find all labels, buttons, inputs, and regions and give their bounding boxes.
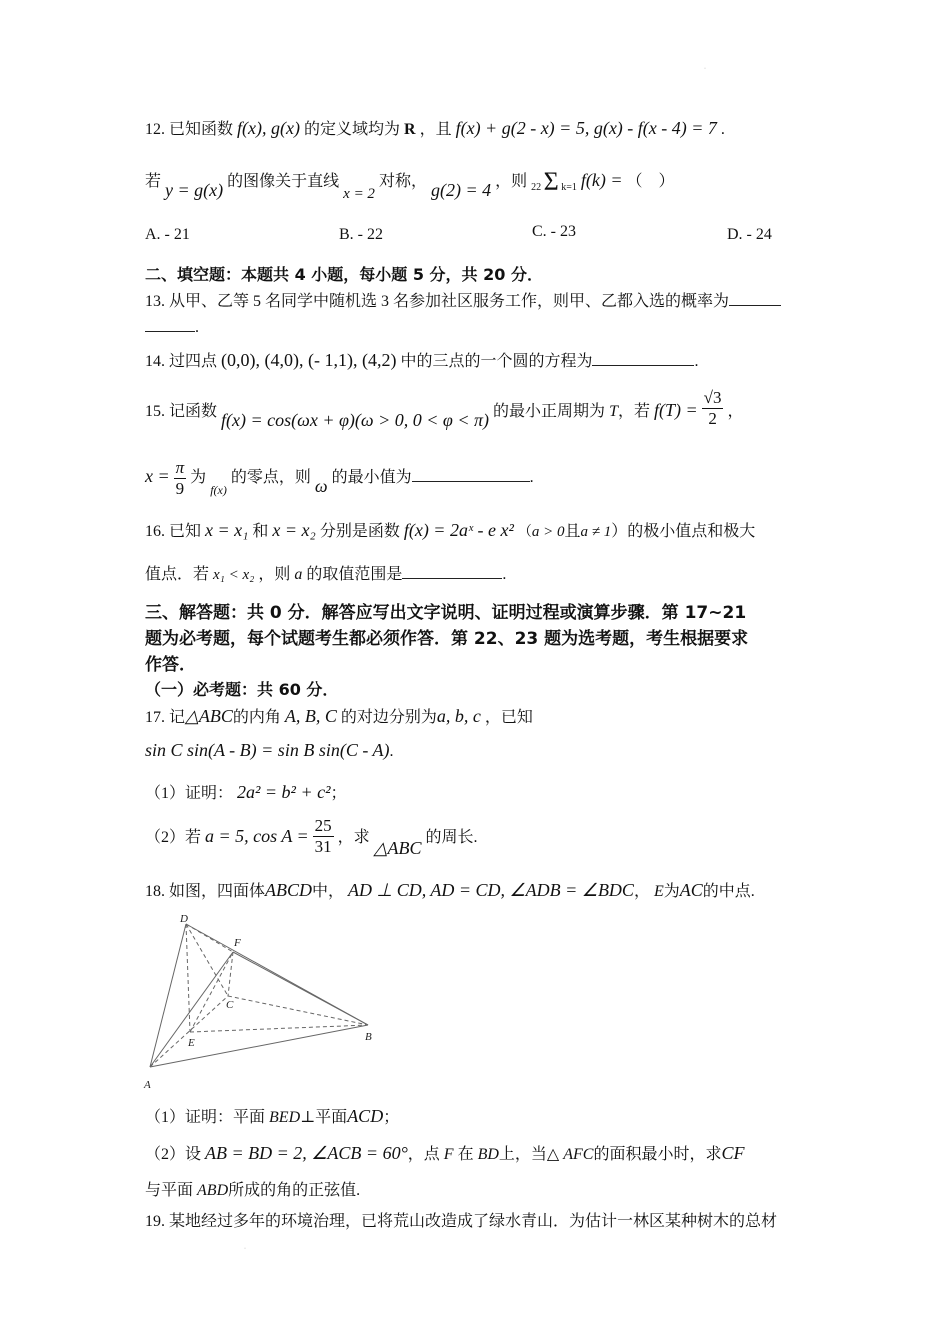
- q15-text: 为: [190, 469, 207, 487]
- q18-text: 中，: [312, 883, 345, 900]
- q16-text: 且: [564, 523, 581, 540]
- q17-text: ；: [330, 785, 347, 802]
- denominator: 31: [314, 837, 332, 856]
- q16-text: 的取值范围是: [306, 566, 403, 583]
- section-2-heading: 二、填空题：本题共 4 小题，每小题 5 分，共 20 分．: [145, 265, 543, 284]
- q18-var: E: [653, 883, 664, 900]
- numerator: 25: [314, 816, 332, 835]
- q14-text: 14. 过四点: [145, 353, 218, 370]
- q18-math: ABCD: [265, 880, 313, 900]
- q17-text: （1）证明：: [145, 785, 234, 802]
- q18-math: AB = BD = 2, ∠ACB = 60°: [205, 1143, 408, 1163]
- q15-text: ，: [727, 403, 744, 421]
- q16-math: x = x₁: [205, 520, 249, 540]
- q17-text: 的对边分别为: [340, 709, 437, 726]
- q12-math: f(x) + g(2 - x) = 5, g(x) - f(x - 4) = 7: [455, 118, 717, 138]
- q16-math: x₁ < x₂: [213, 567, 255, 583]
- q15-text: 的最小值为: [331, 469, 412, 487]
- q18-part2-cont: [145, 1177, 360, 1200]
- q12-math: f(x), g(x): [237, 118, 300, 138]
- label-f: F: [234, 937, 241, 949]
- sigma-icon: Σ: [543, 167, 559, 197]
- q16-text: 和: [252, 523, 269, 540]
- q16-end: .: [502, 566, 507, 583]
- q16-math: f(x) = 2aˣ - e x²: [403, 520, 514, 540]
- q15-text: ，若: [617, 403, 650, 421]
- q15-math: f(x) = cos(ωx + φ)(ω > 0, 0 < φ < π): [221, 410, 490, 431]
- q16-text: （: [517, 525, 532, 540]
- q18-text: 的中点.: [702, 883, 755, 900]
- q13-cont: [145, 317, 199, 337]
- fraction: [313, 816, 334, 857]
- q12-text: ，且: [419, 121, 452, 138]
- q16-text: 16. 已知: [145, 523, 202, 540]
- q16-line2: [145, 561, 506, 584]
- q19: 19. 某地经过多年的环境治理，已将荒山改造成了绿水青山．为估计一林区某种树木的总材: [145, 1213, 778, 1230]
- q18-text: ，点: [407, 1146, 440, 1163]
- q18-text: 18. 如图，四面体: [145, 883, 266, 900]
- q14-end: .: [694, 353, 699, 370]
- label-e: E: [188, 1037, 195, 1049]
- q16-line1: [145, 518, 755, 541]
- q17-math: a = 5, cos A =: [205, 826, 309, 847]
- q18-text: （2）设: [145, 1146, 202, 1163]
- q12-paren: （ ）: [626, 173, 675, 190]
- q15-text: 的最小正周期为: [493, 403, 606, 421]
- q16-math: a > 0: [531, 524, 565, 540]
- q18-math: AC: [679, 880, 703, 900]
- q12-line2: [145, 167, 675, 202]
- speck: ·: [704, 66, 706, 72]
- q12-math: x = 2: [343, 186, 375, 202]
- q17-line1: [145, 704, 533, 727]
- q18-part1: [145, 1104, 399, 1127]
- q16-var: a: [294, 566, 303, 583]
- sum-lower: k=1: [561, 182, 577, 194]
- label-c: C: [226, 999, 234, 1011]
- q18-text: 在: [457, 1146, 474, 1163]
- option-b: B. - 22: [339, 226, 383, 243]
- q16-text: ）的极小值点和极大: [611, 523, 756, 540]
- q15-line1: [145, 388, 744, 433]
- q13: [145, 288, 781, 311]
- q13-text: 13. 从甲、乙等 5 名同学中随机选 3 名参加社区服务工作，则甲、乙都入选的概率为: [145, 293, 730, 310]
- q12-text: .: [720, 121, 725, 138]
- q18-math: AFC: [563, 1146, 594, 1163]
- q17-math: A, B, C: [284, 706, 337, 726]
- q15-math: x =: [145, 466, 170, 487]
- q18-math: CF: [721, 1143, 745, 1163]
- q16-text: 值点．若: [145, 566, 210, 583]
- q14-text: 中的三点的一个圆的方程为: [400, 353, 593, 370]
- q15-math: f(T) =: [653, 400, 698, 421]
- q12-math: f(k) =: [580, 170, 623, 190]
- q12-text: 若: [145, 173, 162, 190]
- tetrahedron-figure: [140, 910, 380, 1092]
- q12-text: 对称，: [378, 173, 427, 190]
- q15-text: 15. 记函数: [145, 403, 218, 421]
- q12-real-symbol: R: [404, 121, 416, 138]
- q18-part2: [145, 1141, 744, 1164]
- q18-text: ⊥平面: [300, 1109, 348, 1126]
- q15-math: f(x): [210, 483, 227, 498]
- q17-text: ，求: [337, 829, 370, 847]
- q18-text: 的面积最小时，求: [593, 1146, 722, 1163]
- fraction: [702, 388, 724, 429]
- q18-text: 与平面: [145, 1182, 194, 1199]
- q18-text: 所成的角的正弦值.: [228, 1182, 361, 1199]
- option-a: A. - 21: [145, 226, 190, 243]
- q17-text: 的周长.: [425, 829, 478, 847]
- answer-blank: [592, 351, 694, 366]
- q13-end: .: [195, 319, 199, 336]
- q17-text: 的内角: [232, 709, 281, 726]
- label-d: D: [180, 913, 188, 925]
- q12-text: 的定义域均为: [303, 121, 400, 138]
- q18-math: BED: [269, 1109, 301, 1126]
- q12-math: y = g(x): [165, 180, 224, 200]
- section-3-subheading: （一）必考题：共 60 分．: [145, 680, 339, 699]
- q18-math: ACD: [347, 1106, 384, 1126]
- q18-text: ，: [633, 883, 650, 900]
- q18-math: AD ⊥ CD, AD = CD, ∠ADB = ∠BDC: [348, 880, 634, 900]
- q15-text: 的零点，则: [230, 469, 311, 487]
- q16-text: ，则: [258, 566, 291, 583]
- q17-math: a, b, c: [436, 706, 481, 726]
- q18-text: 为: [663, 883, 680, 900]
- q18-line1: [145, 878, 755, 901]
- q16-math: a ≠ 1: [580, 524, 612, 540]
- q15-line2: [145, 458, 534, 499]
- section-3-heading-3: 作答．: [145, 655, 196, 675]
- q17-math: 2a² = b² + c²: [237, 782, 331, 802]
- answer-blank: [729, 291, 781, 306]
- q12-line1: [145, 116, 725, 139]
- q18-var: F: [443, 1146, 454, 1163]
- q18-text: （1）证明：平面: [145, 1109, 266, 1126]
- label-b: B: [365, 1031, 372, 1043]
- option-c: C. - 23: [532, 223, 576, 240]
- q18-math: ABD: [197, 1182, 229, 1199]
- answer-blank: [402, 564, 502, 579]
- q15-var: T: [609, 403, 618, 421]
- q15-end: .: [529, 469, 534, 487]
- q17-math: △ABC: [185, 706, 233, 726]
- q12-math: g(2) = 4: [430, 180, 492, 200]
- fraction: [174, 458, 187, 499]
- answer-blank: [145, 317, 195, 332]
- q16-text: 分别是函数: [319, 523, 400, 540]
- q16-math: x = x₂: [272, 520, 316, 540]
- q15-math: ω: [314, 476, 328, 497]
- section-3-heading-2: 题为必考题，每个试题考生都必须作答．第 22、23 题为选考题，考生根据要求: [145, 629, 749, 649]
- q14: [145, 348, 698, 371]
- answer-blank: [412, 467, 530, 482]
- sum-upper: 22: [531, 182, 542, 194]
- q17-math: sin C sin(A - B) = sin B sin(C - A): [145, 740, 390, 760]
- q17-math: △ABC: [373, 838, 422, 859]
- summation: [531, 167, 577, 197]
- numerator: √3: [703, 388, 722, 407]
- numerator: π: [175, 458, 185, 477]
- q12-text: ，则: [495, 173, 528, 190]
- q12-text: 12. 已知函数: [145, 121, 234, 138]
- q17-part2: [145, 818, 478, 859]
- q18-math: BD: [477, 1146, 499, 1163]
- q18-text: ；: [383, 1109, 400, 1126]
- q17-text: ，已知: [484, 709, 533, 726]
- speck: ·: [244, 1246, 246, 1252]
- q12-text: 的图像关于直线: [227, 173, 340, 190]
- denominator: 2: [708, 409, 717, 428]
- option-d: D. - 24: [727, 226, 772, 243]
- q17-text: （2）若: [145, 829, 202, 847]
- denominator: 9: [175, 479, 185, 498]
- q17-text: .: [389, 743, 394, 760]
- q18-text: 上，当△: [498, 1146, 560, 1163]
- q14-math: (0,0), (4,0), (- 1,1), (4,2): [221, 350, 397, 370]
- section-3-heading-1: 三、解答题：共 0 分．解答应写出文字说明、证明过程或演算步骤．第 17~21: [145, 603, 747, 623]
- q17-part1: [145, 780, 347, 803]
- q17-text: 17. 记: [145, 709, 186, 726]
- q17-line2: [145, 740, 393, 761]
- label-a: A: [144, 1079, 151, 1091]
